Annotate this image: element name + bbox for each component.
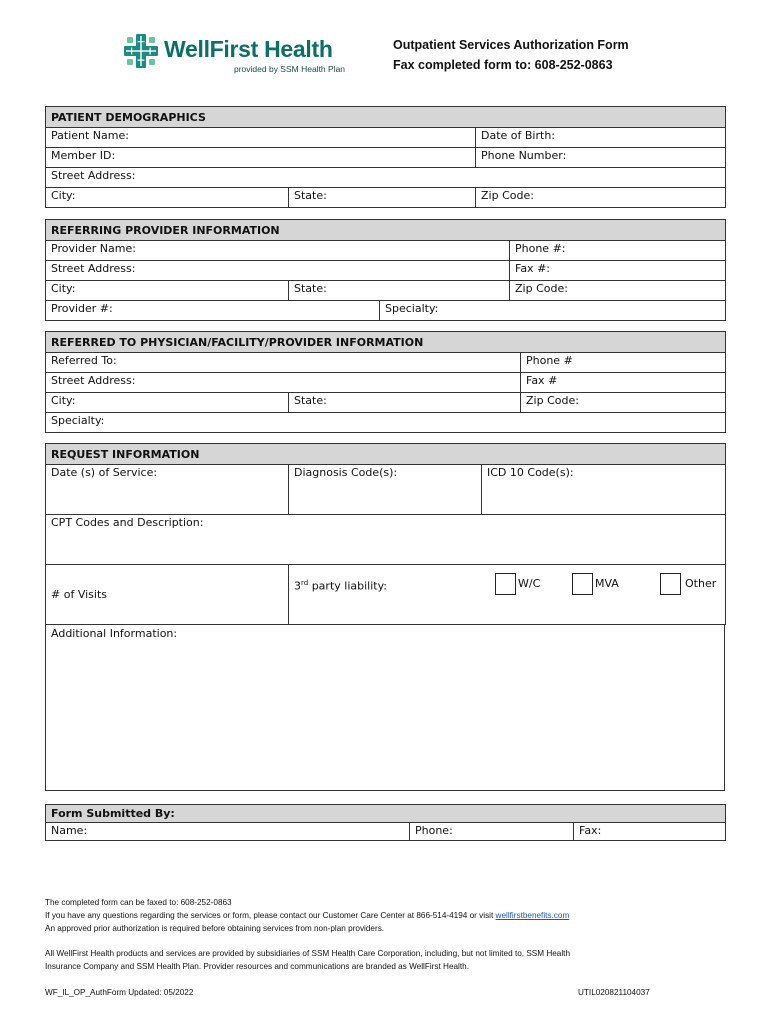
third-party-liability-label: 3rd party liability: (294, 579, 387, 593)
provider-fax-field[interactable]: Fax #: (510, 261, 726, 281)
state-field[interactable]: State: (289, 188, 476, 208)
provider-state-field[interactable]: State: (289, 281, 510, 301)
wc-label: W/C (518, 577, 541, 590)
provider-number-field[interactable]: Provider #: (46, 301, 380, 321)
section-title: PATIENT DEMOGRAPHICS (46, 107, 726, 128)
mva-checkbox[interactable] (572, 573, 593, 595)
referred-zip-field[interactable]: Zip Code: (521, 393, 726, 413)
section-title: Form Submitted By: (46, 805, 726, 823)
diagnosis-codes-field[interactable]: Diagnosis Code(s): (289, 465, 482, 515)
referring-provider-table (45, 219, 726, 321)
patient-demographics-table (45, 106, 726, 208)
cross-logo-icon (124, 34, 158, 68)
submitter-fax-field[interactable]: Fax: (574, 823, 726, 841)
footer-authorization-note: An approved prior authorization is required before obtaining services from non-plan providers. (45, 924, 385, 933)
provider-street-field[interactable]: Street Address: (46, 261, 510, 281)
street-address-field[interactable]: Street Address: (46, 168, 726, 188)
referred-to-table (45, 331, 726, 433)
zip-code-field[interactable]: Zip Code: (476, 188, 726, 208)
additional-information-label: Additional Information: (51, 627, 178, 640)
section-title: REQUEST INFORMATION (46, 444, 726, 465)
referred-to-field[interactable]: Referred To: (46, 353, 521, 373)
patient-name-field[interactable]: Patient Name: (46, 128, 476, 148)
provider-name-field[interactable]: Provider Name: (46, 241, 510, 261)
referred-street-field[interactable]: Street Address: (46, 373, 521, 393)
form-submitted-by-table (45, 804, 726, 841)
wellfirst-logo (124, 34, 364, 76)
section-title: REFERRED TO PHYSICIAN/FACILITY/PROVIDER INFORMATION (46, 332, 726, 353)
additional-information-field[interactable] (45, 624, 725, 791)
mva-label: MVA (595, 577, 619, 590)
submitter-name-field[interactable]: Name: (46, 823, 410, 841)
logo-subtitle: provided by SSM Health Plan (234, 64, 346, 74)
referred-specialty-field[interactable]: Specialty: (46, 413, 726, 433)
referred-city-field[interactable]: City: (46, 393, 289, 413)
wellfirst-benefits-link[interactable]: wellfirstbenefits.com (495, 911, 570, 920)
fax-instruction: Fax completed form to: 608-252-0863 (393, 58, 613, 72)
provider-zip-field[interactable]: Zip Code: (510, 281, 726, 301)
wc-checkbox[interactable] (495, 573, 516, 595)
footer-fax-note: The completed form can be faxed to: 608-252-0863 (45, 898, 232, 907)
submitter-phone-field[interactable]: Phone: (410, 823, 574, 841)
dob-field[interactable]: Date of Birth: (476, 128, 726, 148)
number-of-visits-field[interactable]: # of Visits (46, 565, 289, 625)
provider-specialty-field[interactable]: Specialty: (380, 301, 726, 321)
util-code: UTIL020821104037 (578, 988, 650, 997)
member-id-field[interactable]: Member ID: (46, 148, 476, 168)
dates-of-service-field[interactable]: Date (s) of Service: (46, 465, 289, 515)
logo-name: WellFirst Health (164, 36, 333, 62)
other-label: Other (685, 577, 717, 590)
referred-phone-field[interactable]: Phone # (521, 353, 726, 373)
referred-fax-field[interactable]: Fax # (521, 373, 726, 393)
footer-disclaimer-line2: Insurance Company and SSM Health Plan. Provider resources and communications are branded as WellFirst Health. (45, 962, 469, 971)
cpt-codes-field[interactable]: CPT Codes and Description: (46, 515, 726, 565)
form-id: WF_IL_OP_AuthForm Updated: 05/2022 (45, 988, 194, 997)
section-title: REFERRING PROVIDER INFORMATION (46, 220, 726, 241)
footer-contact-note: If you have any questions regarding the services or form, please contact our Customer Care Center at 866-514-4194 or visit wellfirstbenefits.com (45, 911, 570, 920)
provider-city-field[interactable]: City: (46, 281, 289, 301)
request-information-table (45, 443, 726, 625)
other-checkbox[interactable] (660, 573, 681, 595)
icd10-codes-field[interactable]: ICD 10 Code(s): (482, 465, 726, 515)
form-title: Outpatient Services Authorization Form (393, 38, 629, 52)
third-party-liability-row (289, 565, 726, 625)
provider-phone-field[interactable]: Phone #: (510, 241, 726, 261)
referred-state-field[interactable]: State: (289, 393, 521, 413)
footer-disclaimer-line1: All WellFirst Health products and services are provided by subsidiaries of SSM Health Care Corporation, including, but not limited to, SSM Health (45, 949, 570, 958)
city-field[interactable]: City: (46, 188, 289, 208)
phone-number-field[interactable]: Phone Number: (476, 148, 726, 168)
